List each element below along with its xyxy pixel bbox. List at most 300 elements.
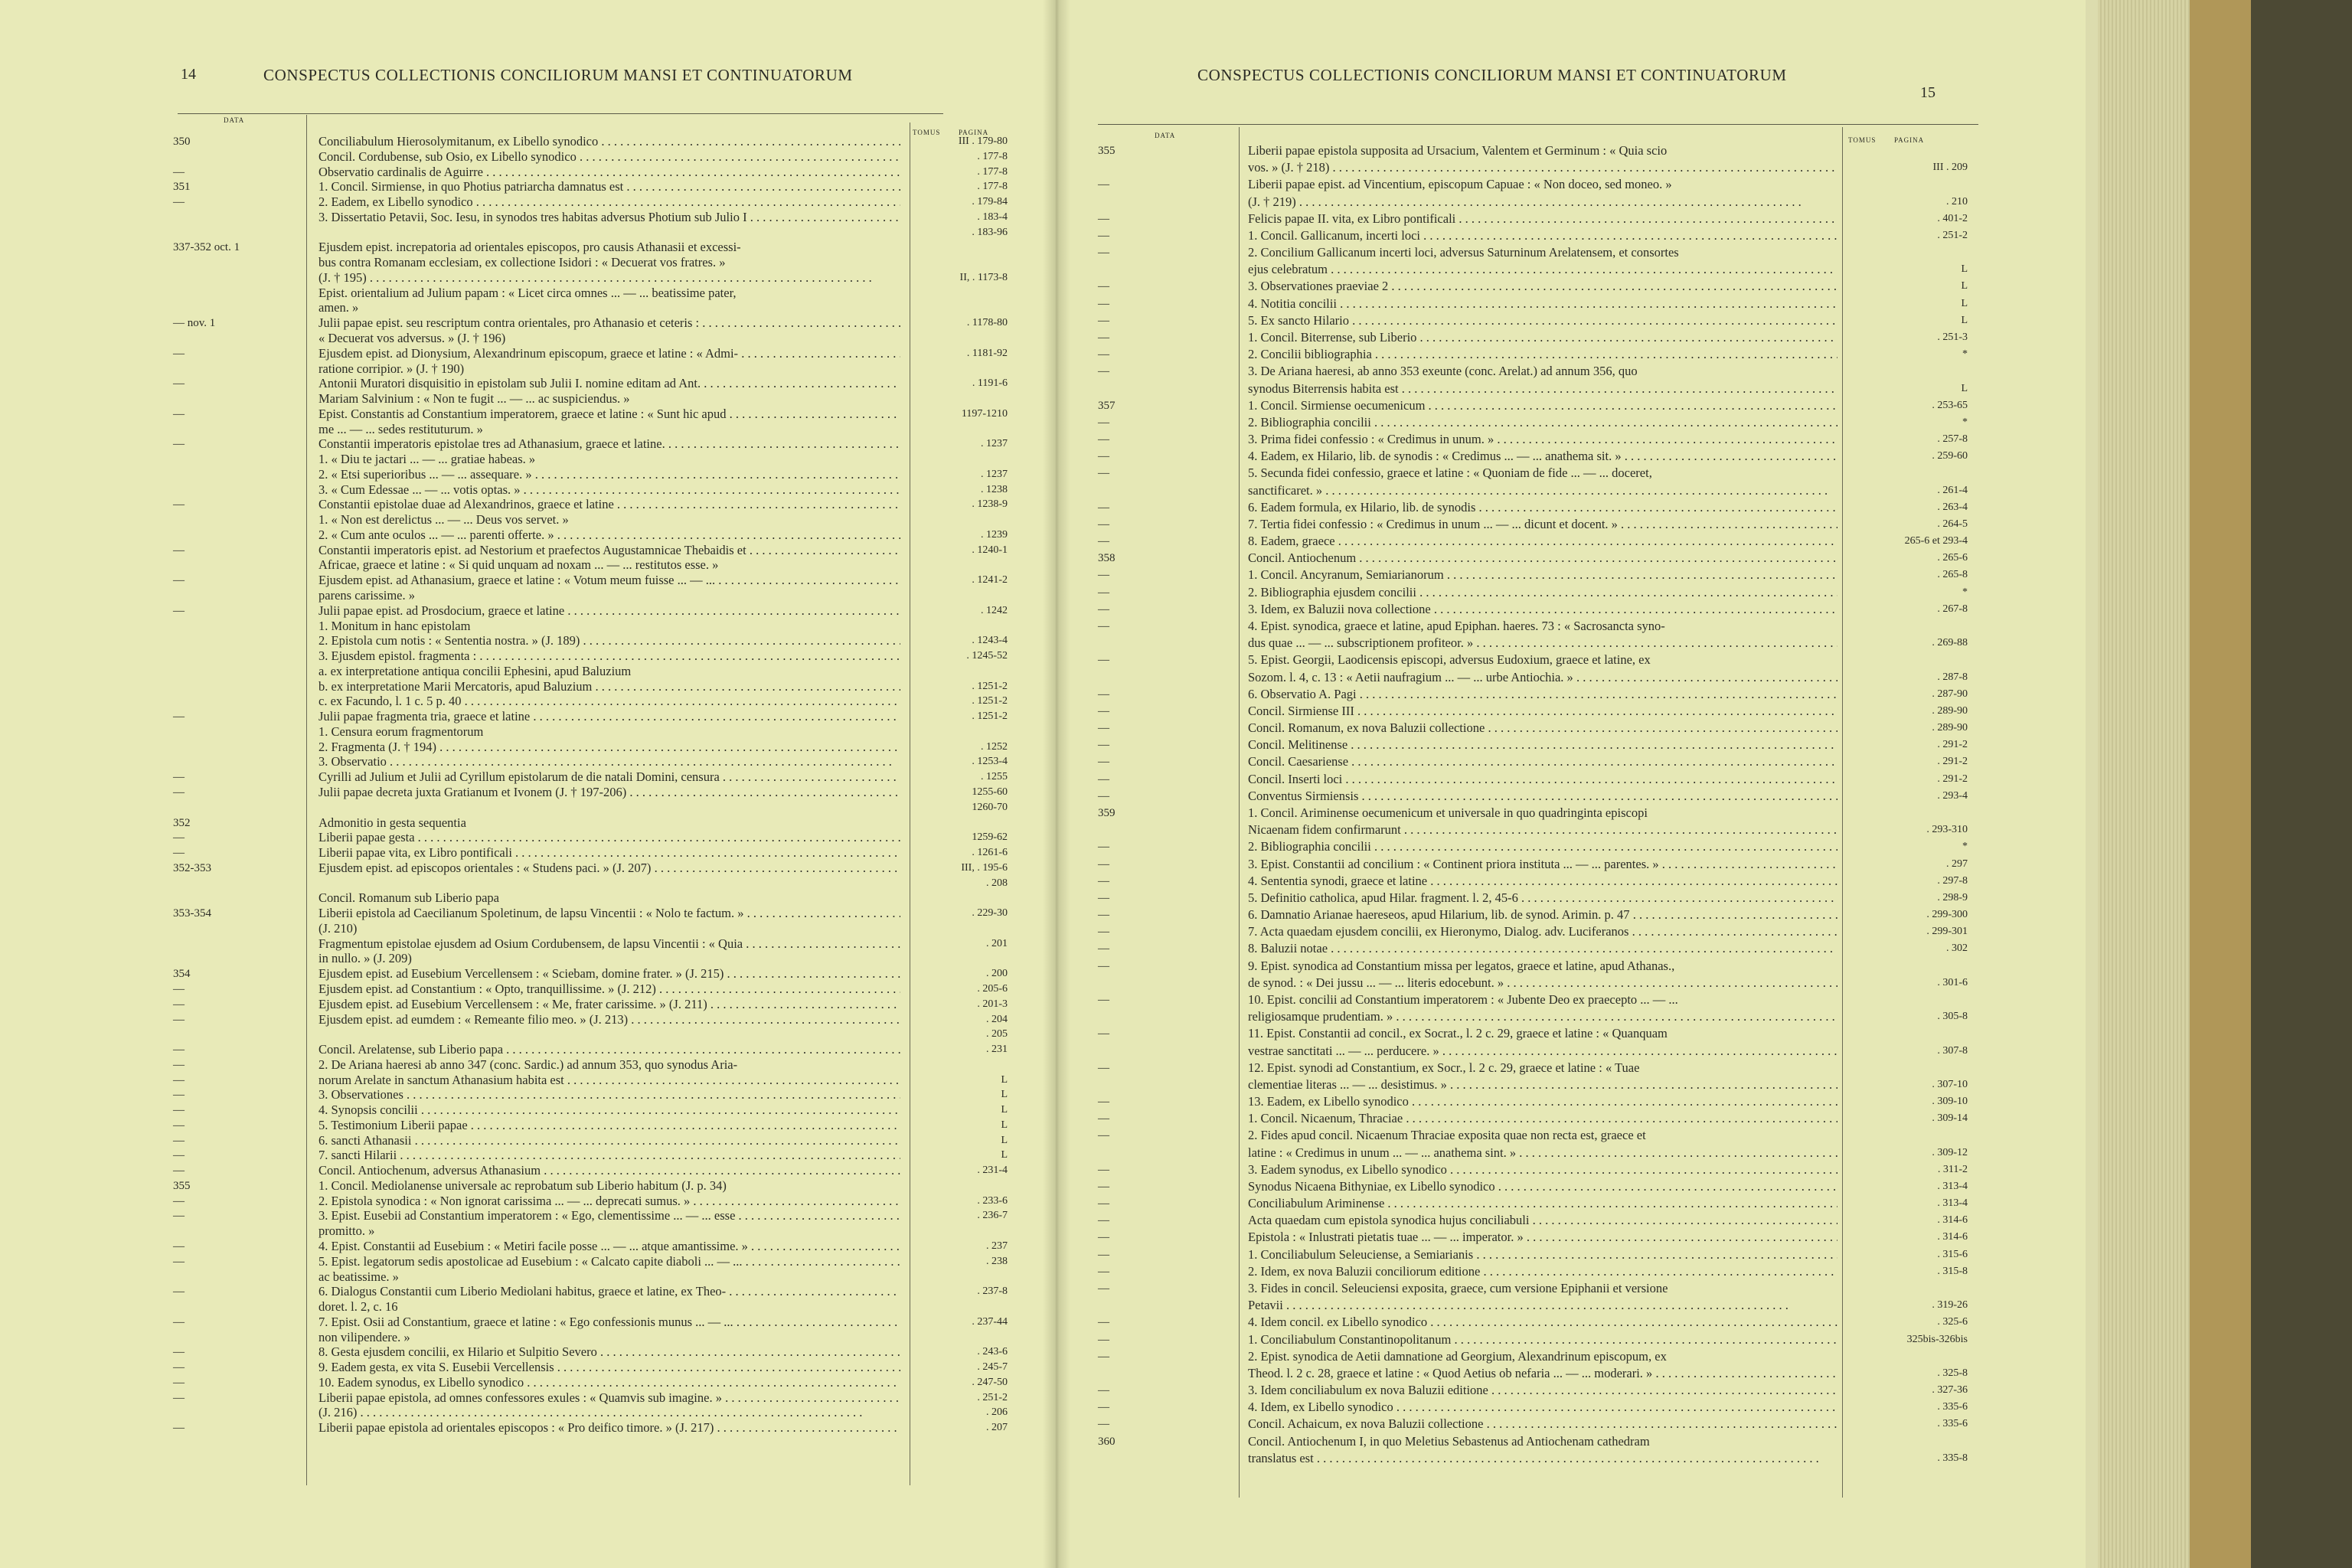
entry-text: 2. Fides apud concil. Nicaenum Thraciae exposita quae non recta est, graece et	[1248, 1129, 1646, 1143]
entry-date: —	[173, 710, 185, 724]
entry-text: 7. Tertia fidei confessio : « Credimus in unum ... — ... dicunt et docent. » . . .	[1248, 518, 1838, 531]
entry-reference: . 1241-2	[972, 574, 1008, 586]
entry-date: —	[1098, 1197, 1109, 1210]
entry-reference: *	[1962, 586, 1968, 598]
entry-text: 6. Damnatio Arianae haereseos, apud Hilarium, lib. de synod. Arimin. p. 47 . . .	[1248, 908, 1838, 922]
entry-text: promitto. »	[318, 1224, 375, 1239]
entry-reference: . 231-4	[977, 1165, 1008, 1177]
entry-text: 1. Concil. Mediolanense universale ac reprobatum sub Liberio habitum (J. p. 34)	[318, 1178, 727, 1193]
entry-reference: . 233-6	[977, 1194, 1008, 1207]
entry-reference: . 305-8	[1937, 1011, 1968, 1023]
entry-date: —	[1098, 1096, 1109, 1109]
entry-reference: *	[1962, 416, 1968, 428]
entry-text: 1. Monitum in hanc epistolam	[318, 619, 471, 633]
entry-reference: . 269-88	[1932, 637, 1968, 649]
entry-date: 353-354	[173, 907, 211, 920]
entry-date: 350	[173, 136, 191, 148]
left-entries	[173, 135, 1015, 1498]
entry-text: de synod. : « Dei jussu ... — ... literis edocebunt. » . . .	[1248, 976, 1838, 990]
entry-text: 1. Concil. Sirmiense oecumenicum . . .	[1248, 399, 1838, 413]
entry-text: Concil. Melitinense . . .	[1248, 738, 1838, 752]
entry-text: 9. Epist. synodica ad Constantium missa per legatos, graece et latine, apud Athanas.,	[1248, 959, 1675, 973]
entry-text: Antonii Muratori disquisitio in epistolam sub Julii I. nomine editam ad Ant. . . .	[318, 377, 900, 390]
entry-date: —	[1098, 1316, 1109, 1329]
entry-date: 352-353	[173, 861, 211, 874]
entry-reference: . 327-36	[1932, 1384, 1968, 1396]
entry-date: —	[1098, 1350, 1109, 1363]
entry-date: —	[173, 544, 185, 557]
right-entries	[1098, 144, 1978, 1507]
entry-text: religiosamque prudentiam. » . . .	[1248, 1010, 1838, 1024]
entry-reference: L	[1001, 1104, 1008, 1116]
entry-reference: . 1255	[981, 771, 1008, 783]
entry-date: —	[1098, 1333, 1109, 1346]
entry-reference: . 299-300	[1926, 909, 1968, 921]
entry-date: —	[173, 1013, 185, 1026]
entry-date: —	[1098, 1248, 1109, 1261]
right-page	[1055, 0, 2086, 1568]
entry-reference: . 1251-2	[972, 710, 1008, 723]
entry-text: Constantii imperatoris epistolae tres ad Athanasium, graece et latine. . . .	[318, 437, 900, 451]
entry-text: Concil. Achaicum, ex nova Baluzii collectione . . .	[1248, 1417, 1838, 1431]
entry-reference: L	[1961, 263, 1968, 276]
entry-reference: . 1181-92	[966, 347, 1008, 359]
entry-date: —	[1098, 365, 1109, 378]
entry-text: (J. † 219) . . .	[1248, 195, 1838, 209]
entry-text: 2. Eadem, ex Libello synodico . . .	[318, 195, 900, 209]
entry-reference: . 1191-6	[972, 377, 1008, 390]
entry-date: —	[1098, 416, 1109, 429]
entry-text: Julii papae epist. seu rescriptum contra orientales, pro Athanasio et ceteris : . . .	[318, 316, 900, 330]
entry-reference: . 309-14	[1932, 1112, 1968, 1125]
entry-reference: . 231	[986, 1044, 1008, 1056]
entry-date: 352	[173, 816, 191, 829]
entry-reference: . 207	[986, 1422, 1008, 1434]
entry-text: Concil. Inserti loci . . .	[1248, 773, 1838, 786]
entry-date: —	[1098, 280, 1109, 293]
entry-text: 4. Idem concil. ex Libello synodico . . .	[1248, 1315, 1838, 1329]
entry-text: 2. « Cum ante oculos ... — ... parenti offerte. » . . .	[318, 528, 900, 542]
entry-reference: . 325-6	[1937, 1316, 1968, 1328]
entry-text: Concil. Antiochenum I, in quo Meletius Sebastenus ad Antiochenam cathedram	[1248, 1434, 1650, 1449]
entry-date: —	[1098, 773, 1109, 786]
entry-reference: . 210	[1946, 195, 1968, 207]
entry-reference: L	[1961, 382, 1968, 394]
entry-reference: . 311-2	[1937, 1163, 1968, 1175]
entry-text: ejus celebratum . . .	[1248, 263, 1838, 276]
entry-text: 6. sancti Athanasii . . .	[318, 1134, 900, 1148]
entry-text: « Decuerat vos adversus. » (J. † 196)	[318, 331, 506, 345]
entry-date: —	[173, 1285, 185, 1298]
entry-date: —	[173, 1119, 185, 1132]
entry-reference: . 1238	[981, 483, 1008, 495]
entry-reference: . 229-30	[972, 907, 1008, 920]
entry-text: 1. « Diu te jactari ... — ... gratiae habeas. »	[318, 452, 536, 467]
entry-text: Petavii . . .	[1248, 1298, 1838, 1312]
entry-text: 3. De Ariana haeresi, ab anno 353 exeunte (conc. Arelat.) ad annum 356, quo	[1248, 364, 1638, 379]
entry-reference: . 208	[986, 877, 1008, 889]
entry-text: non vilipendere. »	[318, 1330, 410, 1344]
entry-reference: . 307-8	[1937, 1044, 1968, 1057]
entry-reference: . 307-10	[1932, 1078, 1968, 1090]
entry-reference: . 264-5	[1937, 518, 1968, 530]
left-col-pagina: PAGINA	[959, 129, 989, 136]
entry-text: 2. « Etsi superioribus ... — ... assequare. » . . .	[318, 468, 900, 482]
entry-reference: . 267-8	[1937, 603, 1968, 615]
entry-text: amen. »	[318, 301, 359, 315]
entry-date: —	[1098, 603, 1109, 616]
entry-date: —	[173, 771, 185, 784]
entry-text: Constantii imperatoris epist. ad Nestorium et praefectos Augustamnicae Thebaidis et . . .	[318, 544, 900, 557]
entry-reference: II, . 1173-8	[959, 271, 1008, 283]
entry-date: 355	[173, 1179, 191, 1192]
entry-date: 355	[1098, 145, 1116, 157]
entry-text: 3. Ejusdem epistol. fragmenta : . . .	[318, 649, 900, 663]
entry-reference: . 289-90	[1932, 722, 1968, 734]
entry-reference: . 287-8	[1937, 671, 1968, 683]
entry-reference: L	[1961, 297, 1968, 309]
entry-text: Constantii epistolae duae ad Alexandrinos, graece et latine . . .	[318, 498, 900, 511]
entry-date: —	[1098, 1231, 1109, 1244]
entry-date: —	[1098, 1418, 1109, 1431]
entry-text: Concil. Romanum, ex nova Baluzii collectione . . .	[1248, 721, 1838, 735]
entry-reference: . 183-96	[972, 226, 1008, 238]
entry-text: 4. Synopsis concilii . . .	[318, 1103, 900, 1117]
entry-reference: 1197-1210	[961, 407, 1008, 420]
entry-reference: 1255-60	[972, 786, 1008, 798]
left-page	[0, 0, 1055, 1568]
entry-text: Liberii papae epistola, ad omnes confessores exules : « Quamvis sub imagine. » . . .	[318, 1391, 900, 1405]
entry-text: Liberii papae epist. ad Vincentium, episcopum Capuae : « Non doceo, sed moneo. »	[1248, 178, 1672, 192]
page-stack-edge	[2098, 0, 2190, 1568]
entry-date: —	[173, 1194, 185, 1207]
entry-reference: . 245-7	[977, 1361, 1008, 1374]
entry-date: —	[173, 377, 185, 390]
entry-text: 9. Eadem gesta, ex vita S. Eusebii Vercellensis . . .	[318, 1361, 900, 1374]
entry-text: 4. Epist. synodica, graece et latine, apud Epiphan. haeres. 73 : « Sacrosancta syno-	[1248, 619, 1665, 634]
entry-reference: . 261-4	[1937, 484, 1968, 496]
entry-text: doret. l. 2, c. 16	[318, 1300, 398, 1315]
entry-reference: . 251-2	[977, 1391, 1008, 1403]
entry-text: ac beatissime. »	[318, 1269, 399, 1284]
entry-date: —	[1098, 909, 1109, 922]
entry-reference: . 291-2	[1937, 739, 1968, 751]
entry-text: Liberii papae epistola ad orientales episcopos : « Pro deifico timore. » (J. 217) . . .	[318, 1421, 900, 1435]
entry-text: 1. Conciliabulum Constantinopolitanum . . .	[1248, 1333, 1838, 1347]
entry-reference: . 237-44	[972, 1315, 1008, 1328]
entry-text: Concil. Antiochenum . . .	[1248, 551, 1838, 565]
entry-text: 3. Observatio . . .	[318, 755, 900, 769]
entry-reference: . 302	[1946, 942, 1968, 955]
entry-text: 6. Dialogus Constantii cum Liberio Mediolani habitus, graece et latine, ex Theo- . . .	[318, 1285, 900, 1298]
entry-text: Mariam Salvinium : « Non te fugit ... — ... ac suspiciendus. »	[318, 392, 630, 407]
entry-text: Concil. Antiochenum, adversus Athanasium . . .	[318, 1164, 900, 1178]
entry-text: 1. Concil. Biterrense, sub Liberio . . .	[1248, 331, 1838, 345]
entry-text: Nicaenam fidem confirmarunt . . .	[1248, 823, 1838, 837]
entry-reference: . 315-8	[1937, 1265, 1968, 1277]
entry-reference: 1260-70	[972, 801, 1008, 813]
entry-reference: . 293-4	[1937, 789, 1968, 802]
right-page-number: 15	[1920, 84, 1936, 101]
entry-date: —	[173, 1376, 185, 1389]
entry-reference: . 201	[986, 937, 1008, 949]
left-col-data: DATA	[224, 116, 245, 124]
entry-date: —	[173, 347, 185, 360]
entry-text: 7. Acta quaedam ejusdem concilii, ex Hieronymo, Dialog. adv. Luciferanos . . .	[1248, 925, 1838, 939]
entry-text: 7. Epist. Osii ad Constantium, graece et latine : « Ego confessionis munus ... — ... . . .	[318, 1315, 900, 1329]
entry-date: —	[1098, 518, 1109, 531]
entry-reference: . 237-8	[977, 1285, 1008, 1298]
entry-text: 1. Concil. Sirmiense, in quo Photius patriarcha damnatus est . . .	[318, 180, 900, 194]
entry-date: —	[1098, 789, 1109, 802]
entry-date: —	[173, 998, 185, 1011]
entry-reference: . 1178-80	[966, 317, 1008, 329]
entry-date: —	[1098, 212, 1109, 225]
entry-reference: . 1238-9	[972, 498, 1008, 511]
entry-reference: . 1242	[981, 604, 1008, 616]
entry-text: 2. Idem, ex nova Baluzii conciliorum editione . . .	[1248, 1265, 1838, 1279]
entry-reference: . 301-6	[1937, 976, 1968, 988]
entry-date: 360	[1098, 1435, 1116, 1448]
entry-reference: . 315-6	[1937, 1248, 1968, 1260]
entry-reference: *	[1962, 348, 1968, 361]
entry-text: Acta quaedam cum epistola synodica hujus conciliabuli . . .	[1248, 1214, 1838, 1227]
entry-reference: L	[1961, 314, 1968, 326]
entry-text: 10. Epist. concilii ad Constantium imperatorem : « Jubente Deo ex praecepto ... — ...	[1248, 992, 1678, 1007]
entry-date: —	[1098, 450, 1109, 463]
entry-text: 5. Secunda fidei confessio, graece et latine : « Quoniam de fide ... — ... doceret,	[1248, 466, 1652, 481]
entry-reference: 265-6 et 293-4	[1904, 535, 1968, 547]
entry-reference: 325bis-326bis	[1906, 1333, 1968, 1345]
entry-date: —	[173, 1165, 185, 1178]
entry-reference: L	[1001, 1149, 1008, 1161]
entry-reference: . 205	[986, 1028, 1008, 1040]
entry-date: —	[173, 407, 185, 420]
entry-text: 5. Ex sancto Hilario . . .	[1248, 314, 1838, 328]
entry-date: —	[1098, 569, 1109, 582]
entry-text: 2. Bibliographia concilii . . .	[1248, 416, 1838, 430]
entry-text: clementiae literas ... — ... desistimus. » . . .	[1248, 1078, 1838, 1092]
entry-reference: . 291-2	[1937, 756, 1968, 768]
entry-reference: . 314-6	[1937, 1214, 1968, 1227]
entry-date: —	[1098, 586, 1109, 599]
entry-reference: . 205-6	[977, 982, 1008, 995]
entry-text: 1. Concil. Ancyranum, Semiarianorum . . .	[1248, 568, 1838, 582]
entry-date: —	[1098, 739, 1109, 752]
left-header-rule	[178, 113, 943, 114]
right-running-head: CONSPECTUS COLLECTIONIS CONCILIORUM MANSI ET CONTINUATORUM	[1197, 66, 1787, 84]
entry-date: 337-352 oct. 1	[173, 241, 240, 254]
entry-date: —	[1098, 1401, 1109, 1414]
entry-text: 3. Observationes praeviae 2 . . .	[1248, 279, 1838, 293]
entry-text: 6. Eadem formula, ex Hilario, lib. de synodis . . .	[1248, 501, 1838, 514]
entry-date: —	[1098, 891, 1109, 904]
entry-text: Felicis papae II. vita, ex Libro pontificali . . .	[1248, 212, 1838, 226]
entry-text: Julii papae decreta juxta Gratianum et Ivonem (J. † 197-206) . . .	[318, 786, 900, 799]
entry-text: 7. sancti Hilarii . . .	[318, 1148, 900, 1162]
entry-text: 5. Epist. Georgii, Laodicensis episcopi, adversus Eudoxium, graece et latine, ex	[1248, 653, 1651, 668]
entry-date: —	[1098, 858, 1109, 871]
entry-date: 358	[1098, 552, 1116, 565]
entry-date: —	[1098, 1129, 1109, 1142]
entry-text: parens carissime. »	[318, 589, 415, 603]
book-gutter	[1043, 0, 1070, 1568]
entry-reference: . 265-6	[1937, 552, 1968, 564]
entry-date: —	[173, 831, 185, 844]
entry-text: vestrae sanctitati ... — ... perducere. » . . .	[1248, 1044, 1838, 1058]
entry-date: —	[1098, 993, 1109, 1006]
entry-text: c. ex Facundo, l. 1 c. 5 p. 40 . . .	[318, 694, 900, 708]
entry-text: 3. Dissertatio Petavii, Soc. Iesu, in synodos tres habitas adversus Photium sub Julio I . . .	[318, 211, 900, 224]
entry-text: Liberii papae gesta . . .	[318, 831, 900, 844]
entry-date: —	[1098, 926, 1109, 939]
entry-date: —	[173, 1089, 185, 1102]
entry-date: —	[1098, 535, 1109, 548]
entry-text: 8. Eadem, graece . . .	[1248, 534, 1838, 548]
entry-text: Ejusdem epist. ad Eusebium Vercellensem : « Me, frater carissime. » (J. 211) . . .	[318, 998, 900, 1011]
entry-text: 4. Sententia synodi, graece et latine . . .	[1248, 874, 1838, 888]
right-col-tomus: TOMUS	[1848, 136, 1877, 144]
entry-reference: . 297-8	[1937, 874, 1968, 887]
entry-text: Epistola : « Inlustrati pietatis tuae ... — ... imperator. » . . .	[1248, 1230, 1838, 1244]
entry-date: —	[173, 1315, 185, 1328]
entry-date: —	[1098, 756, 1109, 769]
entry-text: 6. Observatio A. Pagi . . .	[1248, 688, 1838, 701]
entry-date: —	[173, 604, 185, 617]
entry-text: b. ex interpretatione Marii Mercatoris, apud Baluzium . . .	[318, 680, 900, 694]
entry-text: 4. Idem, ex Libello synodico . . .	[1248, 1400, 1838, 1414]
entry-reference: . 243-6	[977, 1346, 1008, 1358]
entry-reference: . 201-3	[977, 998, 1008, 1010]
entry-reference: . 309-10	[1932, 1096, 1968, 1108]
entry-text: 2. Fragmenta (J. † 194) . . .	[318, 740, 900, 754]
entry-date: —	[1098, 348, 1109, 361]
entry-date: —	[173, 1149, 185, 1162]
entry-date: —	[1098, 1214, 1109, 1227]
entry-text: (J. † 195) . . .	[318, 271, 900, 285]
entry-date: —	[173, 165, 185, 178]
entry-date: —	[173, 1346, 185, 1359]
entry-date: —	[1098, 654, 1109, 667]
entry-reference: . 183-4	[977, 211, 1008, 223]
entry-date: —	[173, 1240, 185, 1253]
entry-text: 1. Censura eorum fragmentorum	[318, 724, 484, 739]
entry-reference: . 206	[986, 1406, 1008, 1419]
entry-reference: . 319-26	[1932, 1299, 1968, 1312]
entry-text: (J. 216) . . .	[318, 1406, 900, 1419]
entry-reference: . 200	[986, 968, 1008, 980]
entry-text: latine : « Credimus in unum ... — ... anathema sint. » . . .	[1248, 1146, 1838, 1160]
entry-reference: . 335-8	[1937, 1452, 1968, 1464]
entry-reference: . 313-4	[1937, 1197, 1968, 1210]
entry-text: 3. Eadem synodus, ex Libello synodico . . .	[1248, 1163, 1838, 1177]
entry-reference: 1259-62	[972, 831, 1008, 844]
entry-text: norum Arelate in sanctum Athanasium habita est . . .	[318, 1073, 900, 1087]
entry-date: —	[1098, 229, 1109, 242]
entry-text: 2. De Ariana haeresi ab anno 347 (conc. Sardic.) ad annum 353, quo synodus Aria-	[318, 1057, 738, 1072]
entry-text: Cyrilli ad Julium et Julii ad Cyrillum epistolarum de die natali Domini, censura . . .	[318, 770, 900, 784]
entry-reference: L	[1001, 1134, 1008, 1146]
entry-reference: . 253-65	[1932, 399, 1968, 411]
entry-text: 2. Bibliographia ejusdem concilii . . .	[1248, 586, 1838, 599]
entry-reference: . 177-8	[977, 181, 1008, 193]
entry-text: 5. Testimonium Liberii papae . . .	[318, 1119, 900, 1132]
entry-text: Ejusdem epist. increpatoria ad orientales episcopos, pro causis Athanasii et excessi-	[318, 240, 741, 255]
entry-date: —	[173, 438, 185, 451]
entry-reference: . 177-8	[977, 150, 1008, 162]
entry-date: —	[1098, 874, 1109, 887]
entry-date: —	[1098, 1163, 1109, 1176]
entry-text: Conciliabulum Ariminense . . .	[1248, 1197, 1838, 1210]
entry-reference: L	[1001, 1073, 1008, 1086]
entry-text: Concil. Romanum sub Liberio papa	[318, 891, 500, 906]
entry-reference: . 236-7	[977, 1210, 1008, 1222]
entry-text: Synodus Nicaena Bithyniae, ex Libello synodico . . .	[1248, 1180, 1838, 1194]
entry-reference: . 251-2	[1937, 229, 1968, 241]
entry-reference: . 291-2	[1937, 773, 1968, 785]
book-cover-edge	[2190, 0, 2251, 1568]
entry-text: Liberii papae epistola supposita ad Ursacium, Valentem et Germinum : « Quia scio	[1248, 144, 1668, 158]
entry-reference: . 314-6	[1937, 1231, 1968, 1243]
entry-reference: . 325-8	[1937, 1367, 1968, 1379]
left-page-number: 14	[181, 66, 196, 83]
entry-text: me ... — ... sedes restituturum. »	[318, 422, 483, 436]
entry-date: —	[1098, 1384, 1109, 1397]
entry-date: —	[1098, 1265, 1109, 1278]
entry-reference: L	[1961, 280, 1968, 292]
entry-text: 4. Epist. Constantii ad Eusebium : « Metiri facile posse ... — ... atque amantissime. » . . .	[318, 1240, 900, 1253]
entry-date: —	[1098, 1180, 1109, 1193]
entry-text: 2. Epist. synodica de Aetii damnatione ad Georgium, Alexandrinum episcopum, ex	[1248, 1349, 1667, 1364]
entry-date: —	[1098, 688, 1109, 701]
entry-date: —	[1098, 620, 1109, 633]
entry-date: —	[1098, 331, 1109, 344]
entry-text: Observatio cardinalis de Aguirre . . .	[318, 165, 900, 179]
entry-date: —	[173, 982, 185, 995]
entry-text: vos. » (J. † 218) . . .	[1248, 161, 1838, 175]
entry-text: 11. Epist. Constantii ad concil., ex Socrat., l. 2 c. 29, graece et latine : « Quanquam	[1248, 1027, 1668, 1041]
entry-text: 2. Concilium Gallicanum incerti loci, adversus Saturninum Arelatensem, et consortes	[1248, 246, 1679, 260]
entry-text: 2. Epistola cum notis : « Sententia nostra. » (J. 189) . . .	[318, 634, 900, 648]
right-header-rule	[1098, 124, 1978, 125]
entry-reference: . 298-9	[1937, 891, 1968, 903]
entry-reference: . 177-8	[977, 165, 1008, 178]
entry-text: Ejusdem epist. ad Constantium : « Opto, tranquillissime. » (J. 212) . . .	[318, 982, 900, 996]
entry-date: —	[173, 196, 185, 209]
entry-text: (J. 210)	[318, 921, 358, 936]
entry-text: Concil. Caesariense . . .	[1248, 755, 1838, 769]
entry-date: —	[1098, 433, 1109, 446]
entry-date: —	[173, 1391, 185, 1404]
entry-text: Sozom. l. 4, c. 13 : « Aetii naufragium ... — ... urbe Antiochia. » . . .	[1248, 671, 1838, 684]
entry-date: —	[173, 786, 185, 799]
entry-reference: . 1252	[981, 740, 1008, 753]
entry-date: —	[1098, 722, 1109, 735]
right-col-pagina: PAGINA	[1894, 136, 1925, 144]
entry-text: 3. Fides in concil. Seleuciensi exposita, graece, cum versione Epiphanii et versione	[1248, 1282, 1668, 1296]
entry-reference: . 1251-2	[972, 695, 1008, 707]
entry-text: Conventus Sirmiensis . . .	[1248, 789, 1838, 803]
entry-reference: . 1237	[981, 468, 1008, 480]
entry-text: Liberii papae vita, ex Libro pontificali . . .	[318, 846, 900, 860]
entry-date: 351	[173, 181, 191, 194]
entry-reference: . 257-8	[1937, 433, 1968, 446]
entry-date: —	[173, 1210, 185, 1223]
entry-reference: . 238	[986, 1255, 1008, 1267]
entry-text: Concil. Sirmiense III . . .	[1248, 704, 1838, 718]
entry-text: 1. Concil. Ariminense oecumenicum et universale in quo quadringinta episcopi	[1248, 806, 1648, 820]
entry-reference: . 335-6	[1937, 1418, 1968, 1430]
